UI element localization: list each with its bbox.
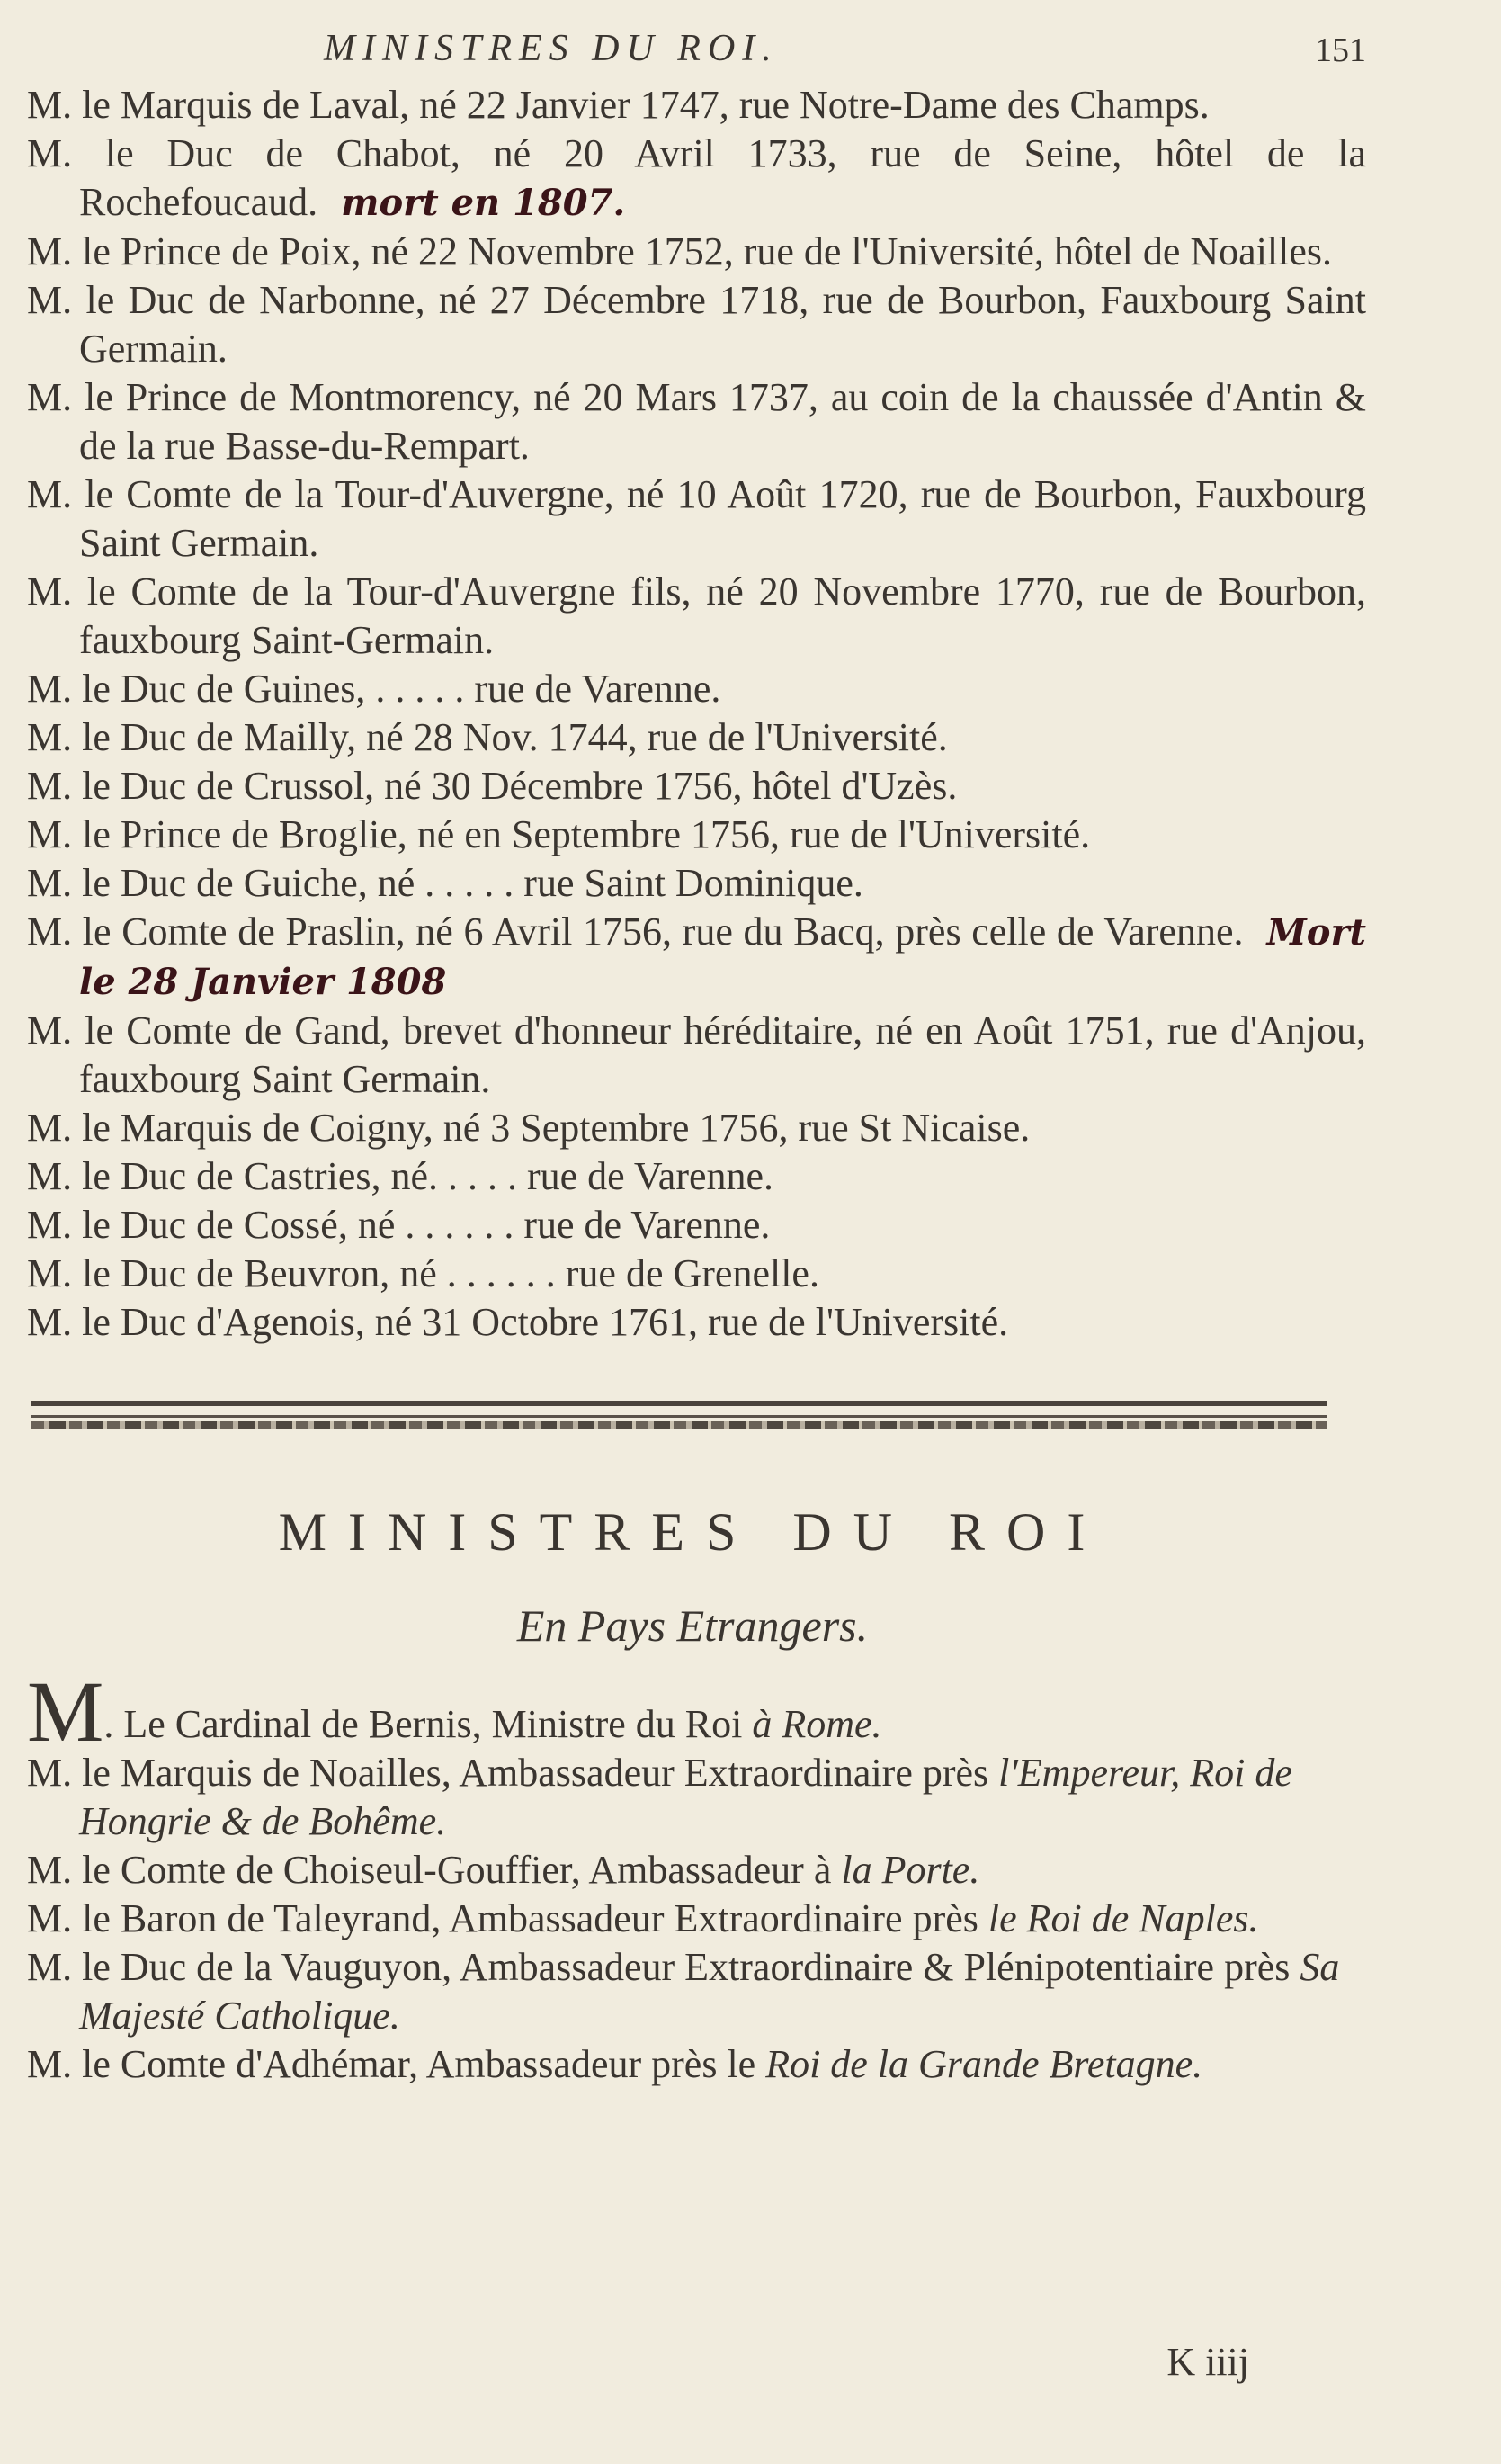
rule-line: [31, 1421, 1327, 1429]
entry-text: M. le Prince de Broglie, né en Septembre 1756, rue de l'Université.: [27, 812, 1091, 856]
entry-text: M. le Prince de Poix, né 22 Novembre 1752, rue de l'Université, hôtel de Noailles.: [27, 229, 1333, 273]
entry: [27, 665, 1366, 713]
entry-text: M. le Duc de Narbonne, né 27 Décembre 1718, rue de Bourbon, Fauxbourg Saint Germain.: [27, 278, 1366, 371]
page-number: 151: [1315, 31, 1366, 69]
ornamental-rule: [31, 1401, 1327, 1429]
entry: [27, 1298, 1366, 1347]
entry: [27, 470, 1366, 568]
handwritten-note: Mort le 28 Janvier 1808: [79, 911, 1366, 1003]
entry: [27, 276, 1366, 373]
running-title: MINISTRES DU ROI.: [324, 28, 779, 69]
rule-line: [31, 1401, 1327, 1406]
entry-text: M. le Duc d'Agenois, né 31 Octobre 1761, rue de l'Université.: [27, 1300, 1009, 1344]
envoy-destination: la Porte.: [841, 1848, 980, 1892]
envoy-text: M. le Comte d'Adhémar, Ambassadeur près le: [27, 2042, 766, 2086]
envoys-list: [27, 1663, 1366, 2089]
envoy-entry: [27, 1663, 1366, 1760]
entry-text: M. le Comte de la Tour-d'Auvergne fils, né 20 Novembre 1770, rue de Bourbon, fauxbourg Saint-Germain.: [27, 569, 1366, 662]
envoy-text: M. le Comte de Choiseul-Gouffier, Ambassadeur à: [27, 1848, 842, 1892]
entry: [27, 228, 1366, 276]
entry: [27, 713, 1366, 762]
envoy-destination: à Rome.: [752, 1702, 882, 1746]
entry-text: M. le Prince de Montmorency, né 20 Mars 1737, au coin de la chaussée d'Antin & de la rue Basse-du-Rempart.: [27, 375, 1366, 468]
entry: [27, 908, 1366, 1007]
envoy-text: M. le Baron de Taleyrand, Ambassadeur Extraordinaire près: [27, 1896, 988, 1940]
envoy-text: M. le Duc de la Vauguyon, Ambassadeur Extraordinaire & Plénipotentiaire près: [27, 1945, 1300, 1989]
entry: [27, 130, 1366, 228]
envoy-destination: Sa Majesté Catholique.: [79, 1945, 1340, 2038]
entry-text: M. le Duc de Crussol, né 30 Décembre 1756, hôtel d'Uzès.: [27, 764, 958, 808]
rule-line: [31, 1415, 1327, 1418]
drop-initial: M: [27, 1663, 104, 1760]
entry: [27, 1104, 1366, 1152]
entry-text: M. le Duc de Chabot, né 20 Avril 1733, rue de Seine, hôtel de la Rochefoucaud.: [27, 131, 1366, 224]
entries-list: [27, 81, 1366, 1347]
envoy-destination: l'Empereur, Roi de Hongrie & de Bohême.: [79, 1751, 1292, 1843]
envoy-text: . Le Cardinal de Bernis, Ministre du Roi: [103, 1702, 753, 1746]
entry: [27, 1152, 1366, 1201]
entry-text: M. le Comte de la Tour-d'Auvergne, né 10 Août 1720, rue de Bourbon, Fauxbourg Saint Germain.: [27, 472, 1366, 565]
section-subtitle: En Pays Etrangers.: [516, 1600, 869, 1651]
entry: [27, 568, 1366, 665]
handwritten-note: mort en 1807.: [341, 182, 626, 224]
entry-text: M. le Marquis de Coigny, né 3 Septembre 1756, rue St Nicaise.: [27, 1106, 1031, 1150]
envoy-text: M. le Marquis de Noailles, Ambassadeur Extraordinaire près: [27, 1751, 999, 1795]
entry: [27, 811, 1366, 859]
entry-text: M. le Duc de Guines, . . . . . rue de Varenne.: [27, 667, 721, 711]
envoy-entry: [27, 1895, 1366, 1943]
entry: [27, 1201, 1366, 1250]
envoy-entry: [27, 1749, 1366, 1846]
envoy-entry: [27, 1846, 1366, 1895]
running-head: [27, 27, 1366, 81]
section-title: MINISTRES DU ROI: [278, 1502, 1107, 1562]
entry-text: M. le Duc de Cossé, né . . . . . . rue de Varenne.: [27, 1203, 771, 1247]
entry: [27, 373, 1366, 470]
entry-text: M. le Comte de Praslin, né 6 Avril 1756, rue du Bacq, près celle de Varenne.: [27, 909, 1244, 954]
entry: [27, 762, 1366, 811]
envoy-entry: [27, 2040, 1366, 2089]
entry: [27, 1007, 1366, 1104]
envoy-entry: [27, 1943, 1366, 2040]
entry: [27, 81, 1366, 130]
entry-text: M. le Duc de Guiche, né . . . . . rue Saint Dominique.: [27, 861, 863, 905]
signature-mark: K iiij: [1166, 2340, 1249, 2384]
envoy-destination: Roi de la Grande Bretagne.: [765, 2042, 1203, 2086]
entry: [27, 1250, 1366, 1298]
envoy-destination: le Roi de Naples.: [987, 1896, 1259, 1940]
entry-text: M. le Duc de Mailly, né 28 Nov. 1744, rue de l'Université.: [27, 715, 948, 759]
entry-text: M. le Marquis de Laval, né 22 Janvier 1747, rue Notre-Dame des Champs.: [27, 83, 1210, 127]
entry-text: M. le Duc de Castries, né. . . . . rue de Varenne.: [27, 1154, 774, 1198]
entry: [27, 859, 1366, 908]
entry-text: M. le Comte de Gand, brevet d'honneur héréditaire, né en Août 1751, rue d'Anjou, fauxbourg Saint Germain.: [27, 1008, 1366, 1101]
entry-text: M. le Duc de Beuvron, né . . . . . . rue de Grenelle.: [27, 1251, 819, 1295]
